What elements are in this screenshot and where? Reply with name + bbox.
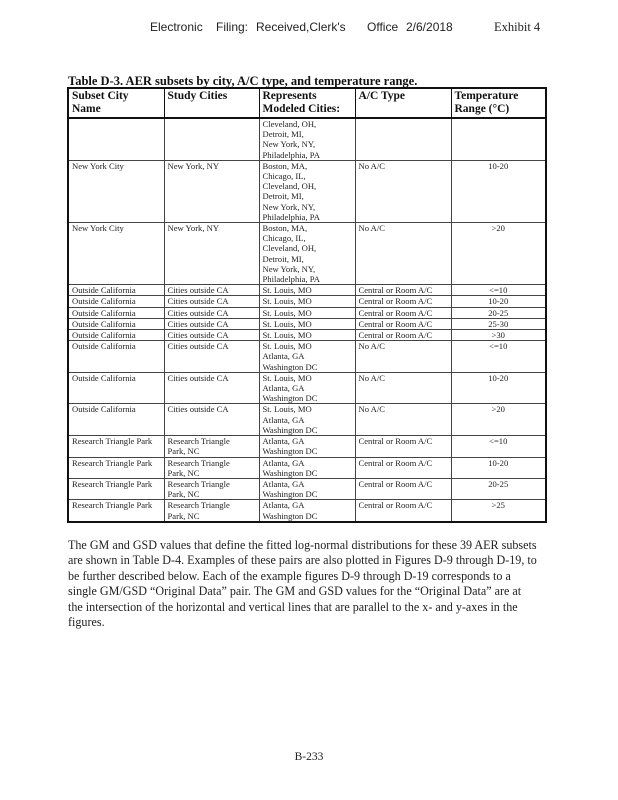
table-cell [68, 160, 164, 222]
cell-line: Park, NC [167, 446, 200, 457]
cell-line: New York, NY, [262, 201, 316, 212]
cell-line: >25 [491, 500, 505, 511]
table-cell [355, 318, 451, 329]
cell-line: Outside California [72, 285, 136, 296]
cell-line: No A/C [358, 341, 386, 352]
table-cell [68, 330, 164, 341]
cell-line: Park, NC [167, 489, 200, 500]
cell-line: Cleveland, OH, [262, 243, 317, 254]
page-number: B-233 [294, 751, 324, 763]
table-cell [164, 330, 259, 341]
table-cell [355, 500, 451, 522]
table-cell [68, 296, 164, 307]
cell-line: >20 [491, 223, 505, 234]
table-cell [68, 318, 164, 329]
cell-line: 10-20 [488, 160, 509, 171]
cell-line: Atlanta, GA [262, 457, 305, 468]
table-cell [259, 341, 355, 373]
cell-line: Central or Room A/C [358, 296, 433, 307]
table-cell [451, 478, 546, 499]
cell-line: Outside California [72, 318, 136, 329]
cell-line: 10-20 [488, 457, 509, 468]
cell-line: Washington DC [262, 489, 318, 500]
cell-line: 20-25 [488, 307, 509, 318]
cell-line: Central or Room A/C [358, 500, 433, 511]
table-cell [451, 341, 546, 373]
table-cell [259, 223, 355, 285]
column-header-line: Temperature [454, 90, 519, 102]
cell-line: 20-25 [488, 478, 509, 489]
paragraph-line: single GM/GSD “Original Data” pair. The GM and GSD values for the “Original Data” are at [68, 584, 522, 599]
table-cell [355, 436, 451, 457]
table-cell [164, 296, 259, 307]
table-cell [451, 404, 546, 436]
cell-line: Outside California [72, 296, 136, 307]
table-cell [164, 500, 259, 522]
table-cell [355, 285, 451, 296]
table-row [68, 285, 546, 296]
table-cell [164, 223, 259, 285]
cell-line: Washington DC [262, 424, 318, 435]
table-row [68, 436, 546, 457]
table-cell [451, 500, 546, 522]
cell-line: Outside California [72, 341, 136, 352]
cell-line: New York, NY, [262, 139, 316, 150]
column-header [259, 88, 355, 118]
table-cell [164, 118, 259, 160]
table-cell [68, 285, 164, 296]
cell-line: New York City [72, 223, 124, 234]
table-cell [68, 372, 164, 404]
cell-line: St. Louis, MO [262, 330, 312, 341]
cell-line: Cleveland, OH, [262, 181, 317, 192]
table-row [68, 478, 546, 499]
header-received: Received,Clerk's [256, 20, 346, 34]
header-electronic: Electronic [150, 20, 203, 34]
cell-line: Research Triangle Park [72, 478, 153, 489]
cell-line: Chicago, IL, [262, 233, 306, 244]
table-cell [451, 307, 546, 318]
table-row [68, 296, 546, 307]
column-header-line: Name [72, 103, 101, 115]
aer-subsets-table [67, 87, 547, 523]
column-header [68, 88, 164, 118]
table-cell [164, 318, 259, 329]
column-header-line: A/C Type [358, 90, 406, 102]
cell-line: St. Louis, MO [262, 318, 312, 329]
table-cell [164, 372, 259, 404]
table-cell [68, 457, 164, 478]
cell-line: Chicago, IL, [262, 171, 306, 182]
table-cell [355, 372, 451, 404]
cell-line: Central or Room A/C [358, 330, 433, 341]
cell-line: Cities outside CA [167, 341, 229, 352]
table-cell [259, 372, 355, 404]
cell-line: Atlanta, GA [262, 478, 305, 489]
table-cell [164, 436, 259, 457]
cell-line: Central or Room A/C [358, 457, 433, 468]
cell-line: Park, NC [167, 467, 200, 478]
table-row [68, 404, 546, 436]
table-cell [451, 160, 546, 222]
cell-line: St. Louis, MO [262, 296, 312, 307]
table-cell [355, 307, 451, 318]
table-cell [355, 457, 451, 478]
cell-line: >30 [491, 330, 505, 341]
cell-line: No A/C [358, 372, 386, 383]
cell-line: St. Louis, MO [262, 341, 312, 352]
table-cell [68, 307, 164, 318]
body-paragraph [68, 538, 554, 630]
table-cell [451, 436, 546, 457]
table-row [68, 118, 546, 160]
cell-line: Central or Room A/C [358, 285, 433, 296]
cell-line: Outside California [72, 330, 136, 341]
cell-line: Cities outside CA [167, 372, 229, 383]
header-filing: Filing: [216, 20, 249, 34]
header-office: Office [367, 20, 399, 34]
cell-line: Research Triangle Park [72, 436, 153, 447]
cell-line: New York, NY, [262, 263, 316, 274]
cell-line: St. Louis, MO [262, 307, 312, 318]
cell-line: Philadelphia, PA [262, 149, 320, 160]
paragraph-line: figures. [68, 615, 105, 630]
cell-line: 10-20 [488, 372, 509, 383]
cell-line: New York, NY [167, 160, 220, 171]
table-cell [164, 341, 259, 373]
table-cell [259, 318, 355, 329]
cell-line: Central or Room A/C [358, 436, 433, 447]
cell-line: New York, NY [167, 223, 220, 234]
table-row [68, 372, 546, 404]
table-cell [259, 404, 355, 436]
cell-line: Washington DC [262, 393, 318, 404]
cell-line: Cities outside CA [167, 404, 229, 415]
cell-line: Washington DC [262, 361, 318, 372]
table-cell [451, 330, 546, 341]
table-row [68, 160, 546, 222]
cell-line: Philadelphia, PA [262, 274, 320, 285]
table-cell [68, 118, 164, 160]
table-cell [355, 330, 451, 341]
cell-line: Research Triangle [167, 436, 230, 447]
column-header [355, 88, 451, 118]
paragraph-line: the intersection of the horizontal and vertical lines that are parallel to the x- and y-axes in the [68, 599, 518, 614]
cell-line: <=10 [489, 341, 508, 352]
cell-line: Atlanta, GA [262, 500, 305, 511]
cell-line: Research Triangle Park [72, 500, 153, 511]
table-cell [451, 318, 546, 329]
table-row [68, 223, 546, 285]
cell-line: Research Triangle [167, 478, 230, 489]
cell-line: >20 [491, 404, 505, 415]
column-header-line: Modeled Cities: [262, 103, 341, 115]
table-cell [68, 223, 164, 285]
table-cell [451, 372, 546, 404]
paragraph-line: be further described below. Each of the example figures D-9 through D-19 corresponds to a [68, 568, 511, 583]
cell-line: Cities outside CA [167, 285, 229, 296]
table-cell [164, 478, 259, 499]
cell-line: Boston, MA, [262, 223, 308, 234]
paragraph-line: The GM and GSD values that define the fitted log-normal distributions for these 39 AER subsets [68, 538, 537, 552]
table-cell [355, 404, 451, 436]
table-cell [259, 307, 355, 318]
cell-line: Atlanta, GA [262, 414, 305, 425]
table-cell [68, 436, 164, 457]
header-exhibit: Exhibit 4 [494, 20, 541, 34]
table-cell [164, 457, 259, 478]
paragraph-line: are shown in Table D-4. Examples of these pairs are also plotted in Figures D-9 through D-19, to [68, 553, 537, 568]
cell-line: Outside California [72, 372, 136, 383]
cell-line: Central or Room A/C [358, 307, 433, 318]
cell-line: Philadelphia, PA [262, 211, 320, 222]
cell-line: Research Triangle Park [72, 457, 153, 468]
table-cell [259, 457, 355, 478]
table-row [68, 457, 546, 478]
column-header [451, 88, 546, 118]
cell-line: Cities outside CA [167, 307, 229, 318]
table-row [68, 330, 546, 341]
cell-line: Atlanta, GA [262, 351, 305, 362]
table-row [68, 500, 546, 522]
cell-line: Central or Room A/C [358, 318, 433, 329]
table-cell [355, 478, 451, 499]
column-header [164, 88, 259, 118]
cell-line: Detroit, MI, [262, 253, 304, 264]
cell-line: Atlanta, GA [262, 436, 305, 447]
cell-line: Research Triangle [167, 457, 230, 468]
table-cell [355, 223, 451, 285]
cell-line: Atlanta, GA [262, 383, 305, 394]
cell-line: Boston, MA, [262, 160, 308, 171]
cell-line: 10-20 [488, 296, 509, 307]
header-date: 2/6/2018 [406, 20, 453, 34]
table-row [68, 307, 546, 318]
cell-line: Washington DC [262, 467, 318, 478]
filing-header [0, 20, 618, 38]
column-header-line: Study Cities [167, 90, 228, 102]
cell-line: Park, NC [167, 510, 200, 521]
cell-line: No A/C [358, 404, 386, 415]
column-header-line: Subset City [72, 90, 129, 102]
cell-line: St. Louis, MO [262, 404, 312, 415]
table-row [68, 318, 546, 329]
cell-line: Cities outside CA [167, 296, 229, 307]
cell-line: St. Louis, MO [262, 372, 312, 383]
table-cell [355, 118, 451, 160]
table-cell [355, 296, 451, 307]
table-cell [451, 296, 546, 307]
table-cell [259, 436, 355, 457]
cell-line: Outside California [72, 404, 136, 415]
table-header-row [68, 88, 546, 118]
table-cell [355, 160, 451, 222]
cell-line: Cleveland, OH, [262, 119, 317, 129]
table-cell [259, 118, 355, 160]
cell-line: Detroit, MI, [262, 129, 304, 140]
table-cell [68, 500, 164, 522]
cell-line: Washington DC [262, 510, 318, 521]
cell-line: <=10 [489, 436, 508, 447]
cell-line: No A/C [358, 223, 386, 234]
table-cell [259, 160, 355, 222]
table-cell [259, 296, 355, 307]
table-cell [68, 478, 164, 499]
table-cell [451, 285, 546, 296]
table-body [68, 118, 546, 522]
cell-line: Cities outside CA [167, 318, 229, 329]
column-header-line: Range (°C) [454, 103, 510, 115]
table-row [68, 341, 546, 373]
table-cell [164, 404, 259, 436]
cell-line: No A/C [358, 160, 386, 171]
table-cell [451, 457, 546, 478]
table-cell [259, 285, 355, 296]
cell-line: Outside California [72, 307, 136, 318]
table-cell [164, 285, 259, 296]
table-cell [451, 223, 546, 285]
cell-line: Research Triangle [167, 500, 230, 511]
cell-line: St. Louis, MO [262, 285, 312, 296]
cell-line: New York City [72, 160, 124, 171]
table-cell [355, 341, 451, 373]
table-cell [164, 160, 259, 222]
cell-line: Detroit, MI, [262, 191, 304, 202]
table-cell [451, 118, 546, 160]
cell-line: Washington DC [262, 446, 318, 457]
table-cell [259, 478, 355, 499]
cell-line: 25-30 [488, 318, 509, 329]
table-cell [68, 341, 164, 373]
cell-line: <=10 [489, 285, 508, 296]
cell-line: Central or Room A/C [358, 478, 433, 489]
column-header-line: Represents [262, 90, 317, 102]
table-cell [164, 307, 259, 318]
table-cell [68, 404, 164, 436]
table-cell [259, 330, 355, 341]
table-cell [259, 500, 355, 522]
table-title: Table D-3. AER subsets by city, A/C type, and temperature range. [68, 74, 418, 88]
cell-line: Cities outside CA [167, 330, 229, 341]
